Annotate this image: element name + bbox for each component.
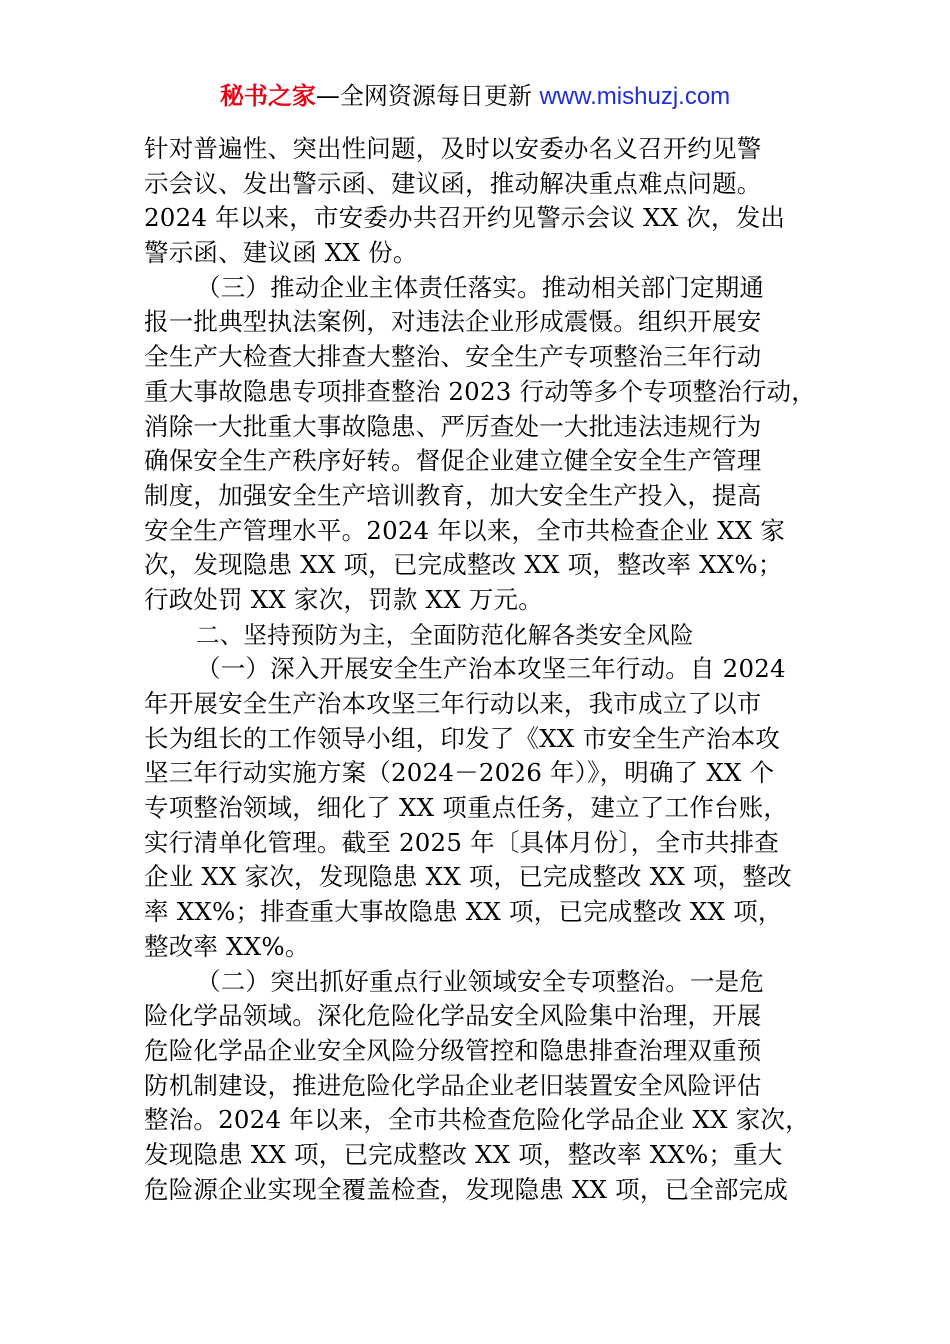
paragraph-line: 危险源企业实现全覆盖检查，发现隐患 XX 项，已全部完成	[144, 1174, 789, 1204]
paragraph-line: 整改率 XX%。	[144, 931, 310, 961]
paragraph-line: （一）深入开展安全生产治本攻坚三年行动。自 2024	[196, 654, 786, 684]
paragraph-line: 实行清单化管理。截至 2025 年〔具体月份〕，全市共排查	[144, 827, 779, 857]
paragraph-line: 危险化学品企业安全风险分级管控和隐患排查治理双重预	[144, 1035, 762, 1065]
paragraph-line: 年开展安全生产治本攻坚三年行动以来，我市成立了以市	[144, 689, 762, 718]
paragraph-line: 全生产大检查大排查大整治、安全生产专项整治三年行动	[144, 342, 762, 372]
paragraph-line: 针对普遍性、突出性问题，及时以安委办名义召开约见警	[144, 134, 762, 163]
brand-name: 秘书之家	[219, 82, 316, 110]
paragraph-line: 整治。2024 年以来，全市共检查危险化学品企业 XX 家次，	[144, 1105, 810, 1135]
paragraph-line: 重大事故隐患专项排查整治 2023 行动等多个专项整治行动，	[144, 376, 816, 406]
paragraph-line: 消除一大批重大事故隐患、严厉查处一大批违法违规行为	[144, 411, 762, 441]
section-heading-line: 二、坚持预防为主，全面防范化解各类安全风险	[196, 620, 694, 649]
site-url-link[interactable]: www.mishuzj.com	[539, 83, 731, 110]
paragraph-line: 企业 XX 家次，发现隐患 XX 项，已完成整改 XX 项，整改	[144, 862, 792, 892]
paragraph-line: 制度，加强安全生产培训教育，加大安全生产投入，提高	[144, 480, 762, 510]
paragraph-line: 防机制建设，推进危险化学品企业老旧装置安全风险评估	[144, 1070, 762, 1100]
paragraph-line: 警示函、建议函 XX 份。	[144, 238, 418, 268]
paragraph-line: 示会议、发出警示函、建议函，推动解决重点难点问题。	[144, 168, 762, 198]
paragraph-line: 率 XX%；排查重大事故隐患 XX 项，已完成整改 XX 项，	[144, 897, 783, 927]
paragraph-line: 险化学品领域。深化危险化学品安全风险集中治理，开展	[144, 1001, 762, 1031]
paragraph-line: （三）推动企业主体责任落实。推动相关部门定期通	[196, 272, 765, 302]
paragraph-line: 专项整治领域，细化了 XX 项重点任务，建立了工作台账，	[144, 793, 789, 823]
paragraph-line: 次，发现隐患 XX 项，已完成整改 XX 项，整改率 XX%；	[144, 550, 783, 580]
paragraph-line: 坚三年行动实施方案（2024－2026 年）》，明确了 XX 个	[144, 758, 775, 788]
paragraph-line: 安全生产管理水平。2024 年以来，全市共检查企业 XX 家	[144, 515, 786, 545]
paragraph-line: 长为组长的工作领导小组，印发了《XX 市安全生产治本攻	[144, 723, 781, 753]
paragraph-line: 确保安全生产秩序好转。督促企业建立健全安全生产管理	[144, 446, 762, 476]
paragraph-line: 发现隐患 XX 项，已完成整改 XX 项，整改率 XX%；重大	[144, 1139, 783, 1169]
document-body	[144, 132, 816, 1207]
paragraph-line: 报一批典型执法案例，对违法企业形成震慑。组织开展安	[144, 307, 762, 337]
paragraph-line: （二）突出抓好重点行业领域安全专项整治。一是危	[196, 966, 765, 996]
paragraph-line: 2024 年以来，市安委办共召开约见警示会议 XX 次，发出	[144, 203, 786, 233]
paragraph-line: 行政处罚 XX 家次，罚款 XX 万元。	[144, 584, 543, 614]
site-header	[0, 78, 950, 115]
header-slogan: —全网资源每日更新	[315, 82, 532, 110]
